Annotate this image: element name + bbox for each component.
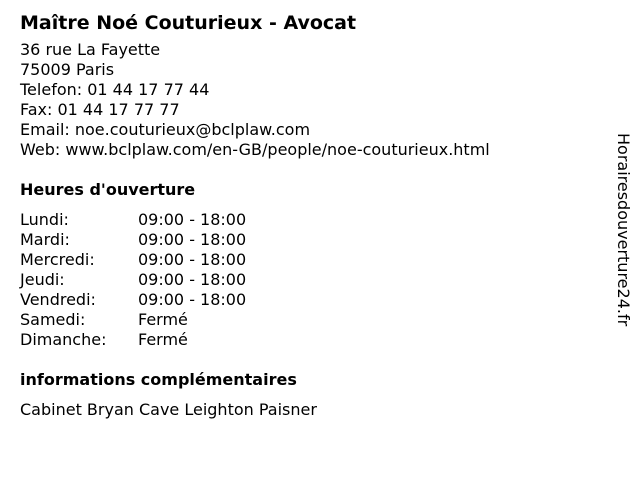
address-block xyxy=(20,40,610,160)
opening-hours-heading: Heures d'ouverture xyxy=(20,180,196,199)
website-url: Web: www.bclplaw.com/en-GB/people/noe-couturieux.html xyxy=(20,140,490,159)
hours-row-wednesday xyxy=(20,250,610,270)
day-label: Vendredi: xyxy=(20,290,96,309)
page-title: Maître Noé Couturieux - Avocat xyxy=(20,12,357,34)
day-label: Mercredi: xyxy=(20,250,95,269)
day-label: Dimanche: xyxy=(20,330,107,349)
hours-value: Fermé xyxy=(138,310,188,329)
day-label: Samedi: xyxy=(20,310,86,329)
phone-number: Telefon: 01 44 17 77 44 xyxy=(20,80,210,99)
email-address: Email: noe.couturieux@bclplaw.com xyxy=(20,120,311,139)
hours-value: 09:00 - 18:00 xyxy=(138,210,247,229)
city-postcode: 75009 Paris xyxy=(20,60,115,79)
hours-row-tuesday xyxy=(20,230,610,250)
day-label: Mardi: xyxy=(20,230,70,249)
additional-info-text: Cabinet Bryan Cave Leighton Paisner xyxy=(20,400,317,419)
hours-value: 09:00 - 18:00 xyxy=(138,230,247,249)
listing-card xyxy=(20,10,610,420)
opening-hours-table xyxy=(20,210,610,350)
hours-row-saturday xyxy=(20,310,610,330)
hours-row-thursday xyxy=(20,270,610,290)
hours-value: 09:00 - 18:00 xyxy=(138,270,247,289)
fax-number: Fax: 01 44 17 77 77 xyxy=(20,100,180,119)
additional-info-heading: informations complémentaires xyxy=(20,370,297,389)
street-address: 36 rue La Fayette xyxy=(20,40,161,59)
hours-value: 09:00 - 18:00 xyxy=(138,290,247,309)
hours-row-monday xyxy=(20,210,610,230)
hours-row-friday xyxy=(20,290,610,310)
day-label: Lundi: xyxy=(20,210,69,229)
hours-value: 09:00 - 18:00 xyxy=(138,250,247,269)
site-watermark: Horairesdouverture24.fr xyxy=(614,133,633,327)
hours-value: Fermé xyxy=(138,330,188,349)
hours-row-sunday xyxy=(20,330,610,350)
day-label: Jeudi: xyxy=(20,270,65,289)
